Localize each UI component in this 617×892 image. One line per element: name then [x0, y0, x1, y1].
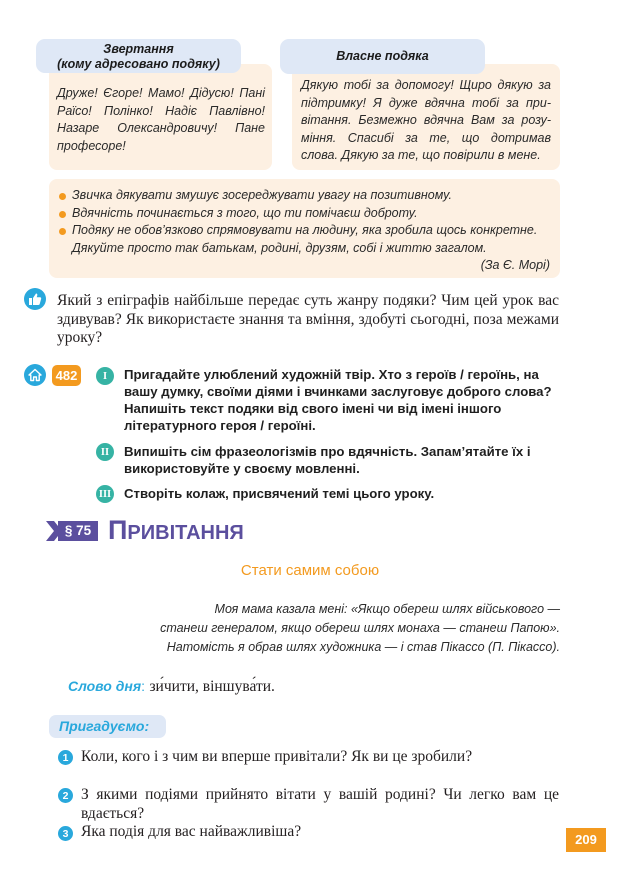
question-number: 3 [58, 826, 73, 841]
question-text: Коли, кого і з чим ви вперше привітали? Як ви це зробили? [81, 748, 473, 765]
section-title [108, 514, 244, 551]
exercise-task: Створіть колаж, присвячений темі цього уроку. [124, 486, 435, 501]
question-text: Яка подія для вас найважливіша? [81, 823, 302, 840]
question-number: 2 [58, 788, 73, 803]
tip-item: Вдячність починається з того, що ти помічаєш доброту. [58, 205, 550, 223]
word-of-day-colon: : [141, 678, 145, 694]
level-badge: I [96, 367, 114, 385]
word-of-day-label: Слово дня [68, 678, 142, 694]
level-badge: II [96, 443, 114, 461]
tip-item: Подяку не обов’язково спрямовувати на людину, яка зробила щось конкретне. Дякуйте просто так батькам, родині, друзям, собі і життю загалом. [58, 222, 550, 257]
gratitude-text: Дякую тобі за допомогу! Щиро дякую за підтримку! Я дуже вдячна тобі за привітання. Безмежно вдячна Вам за розуміння. Спасибі за те, що дотримав слова. Дякую за те, що повірили в мене. [301, 78, 551, 162]
section-title-initial: П [108, 515, 128, 545]
exercise-number: 482 [52, 365, 81, 386]
question-text: З якими подіями прийнято вітати у вашій родині? Чи легко вам це вдається? [81, 786, 559, 822]
tips-box [49, 179, 560, 278]
addressing-note [49, 64, 272, 170]
thumbs-up-icon [24, 288, 46, 310]
epigraph-line: Моя мама казала мені: «Якщо обереш шлях військового — [214, 602, 560, 616]
section-title-rest: РИВІТАННЯ [127, 522, 244, 544]
addressing-header: Звертання (кому адресовано подяку) [36, 39, 241, 73]
gratitude-note [292, 64, 560, 170]
level-badge: III [96, 485, 114, 503]
home-icon [24, 364, 46, 386]
page-number: 209 [566, 828, 606, 852]
word-of-day [68, 676, 275, 697]
question-number: 1 [58, 750, 73, 765]
recall-label: Пригадуємо: [49, 715, 166, 738]
tip-item: Звичка дякувати змушує зосереджувати увагу на позитивному. [58, 187, 550, 205]
exercise-task: Випишіть сім фразеологізмів про вдячність. Запам’ятайте їх і використовуйте у своєму мовленні. [124, 444, 531, 476]
epigraph-title: Стати самим собою [240, 562, 380, 579]
reflection-text: Який з епіграфів найбільше передає суть жанру подяки? Чим цей урок вас здивував? Як використаєте знання та вміння, здобуті сьогодні, поза межами уроку? [57, 292, 559, 346]
addressing-text: Друже! Єгоре! Мамо! Дідусю! Пані Раїсо! Полінко! Надіє Павлівно! Назаре Олександровичу! Пане професоре! [57, 86, 265, 153]
tips-source: (За Є. Морі) [480, 258, 550, 272]
epigraph-line: станеш генералом, якщо обереш шлях монаха — станеш Папою». [160, 621, 560, 635]
gratitude-header: Власне подяка [280, 39, 485, 74]
epigraph-line: Натомість я обрав шлях художника — і став Пікассо (П. Пікассо). [166, 640, 560, 654]
word-of-day-words: зи́чити, віншува́ти. [149, 678, 275, 695]
epigraph-quote [100, 600, 560, 657]
exercise-task: Пригадайте улюблений художній твір. Хто з героїв / героїнь, на вашу думку, своїми діями і вчинками заслуговує доброго слова? Напишіть текст подяки від свого імені чи від імені іншого літературного героя / героїні. [124, 367, 552, 433]
section-number: § 75 [58, 521, 98, 541]
